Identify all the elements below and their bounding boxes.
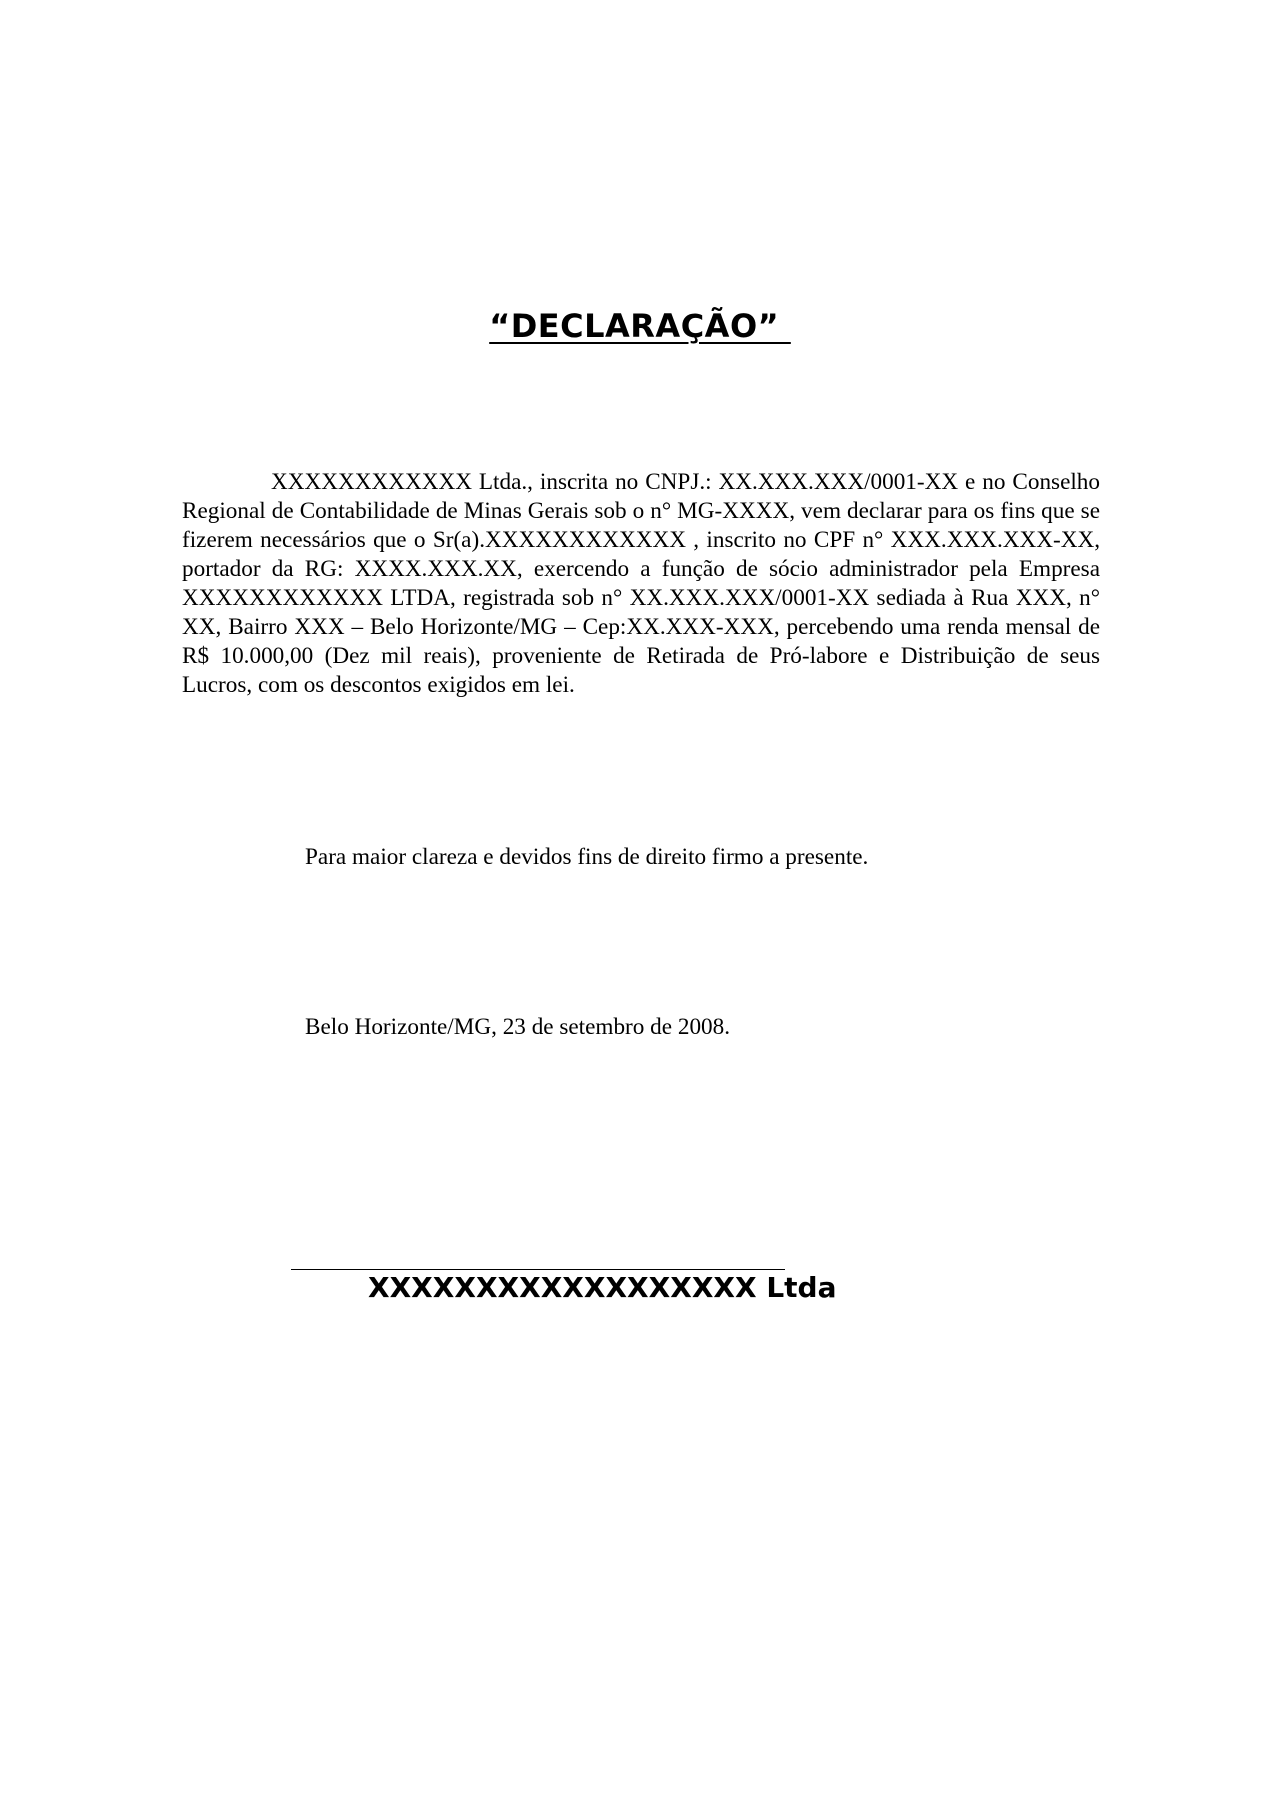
date-place: Belo Horizonte/MG, 23 de setembro de 2008. xyxy=(305,1014,731,1040)
signatory-name: XXXXXXXXXXXXXXXXXX Ltda xyxy=(368,1271,837,1304)
document-title-text: “DECLARAÇÃO” xyxy=(489,307,791,345)
closing-statement: Para maior clareza e devidos fins de direito firmo a presente. xyxy=(305,844,869,870)
declaration-body: XXXXXXXXXXXX Ltda., inscrita no CNPJ.: XX.XXX.XXX/0001-XX e no Conselho Regional de Contabilidade de Minas Gerais sob o n° MG-XXXX, vem declarar para os fins que se fizerem necessários que o Sr(a).XXXXXXXXXXXX , inscrito no CPF n° XXX.XXX.XXX-XX, portador da RG: XXXX.XXX.XX, exercendo a função de sócio administrador pela Empresa XXXXXXXXXXXX LTDA, registrada sob n° XX.XXX.XXX/0001-XX sediada à Rua XXX, n° XX, Bairro XXX – Belo Horizonte/MG – Cep:XX.XXX-XXX, percebendo uma renda mensal de R$ 10.000,00 (Dez mil reais), proveniente de Retirada de Pró-labore e Distribuição de seus Lucros, com os descontos exigidos em lei. xyxy=(182,469,1100,698)
document-title xyxy=(0,307,1280,345)
